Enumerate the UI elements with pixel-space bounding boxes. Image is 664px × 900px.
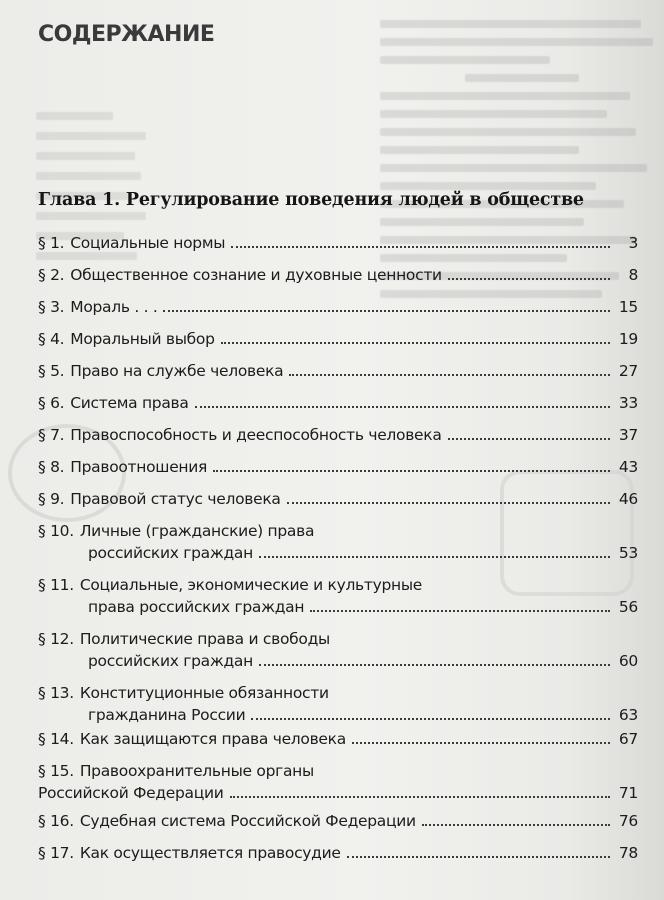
toc-entry-4[interactable] <box>38 328 638 350</box>
chapter-title: Глава 1. Регулирование поведения людей в обществе <box>38 190 584 210</box>
toc-title: Правовой статус человека <box>70 490 281 508</box>
toc-page: 60 <box>618 652 638 670</box>
toc-title: Политические права и свободы <box>79 630 330 648</box>
leader-dots <box>352 742 610 744</box>
toc-entry-13[interactable] <box>38 682 638 726</box>
leader-dots <box>230 796 610 798</box>
toc-entry-1[interactable] <box>38 232 638 254</box>
toc-number: § 16. <box>38 812 74 830</box>
toc-title-cont: российских граждан <box>88 544 253 562</box>
toc-title: Как осуществляется правосудие <box>79 844 341 862</box>
toc-title: Судебная система Российской Федерации <box>79 812 416 830</box>
toc-number: § 17. <box>38 844 74 862</box>
toc-entry-3[interactable] <box>38 296 638 318</box>
toc-number: § 15. <box>38 762 74 780</box>
toc-page: 19 <box>618 330 638 348</box>
toc-entry-6[interactable] <box>38 392 638 414</box>
toc-title: Система права <box>70 394 189 412</box>
toc-page: 37 <box>618 426 638 444</box>
leader-dots <box>251 718 610 720</box>
toc-title: Правоспособность и дееспособность человека <box>70 426 442 444</box>
toc-title-cont: Российской Федерации <box>38 784 224 802</box>
toc-page: 56 <box>618 598 638 616</box>
toc-page: 43 <box>618 458 638 476</box>
toc-title-cont: российских граждан <box>88 652 253 670</box>
toc-title-cont: права российских граждан <box>88 598 305 616</box>
toc-number: § 6. <box>38 394 65 412</box>
leader-dots <box>231 246 610 248</box>
bleed-through-text-left <box>36 100 146 320</box>
toc-number: § 8. <box>38 458 65 476</box>
toc-title: Социальные, экономические и культурные <box>79 576 423 594</box>
toc-entry-12[interactable] <box>38 628 638 672</box>
toc-title: Мораль . . . <box>70 298 158 316</box>
toc-page: 67 <box>618 730 638 748</box>
leader-dots <box>213 470 610 472</box>
leader-dots <box>347 856 610 858</box>
toc-entry-16[interactable] <box>38 810 638 832</box>
toc-title: Личные (гражданские) права <box>79 522 315 540</box>
toc-entry-10[interactable] <box>38 520 638 564</box>
toc-page: 63 <box>618 706 638 724</box>
toc-page: 27 <box>618 362 638 380</box>
toc-title: Конституционные обязанности <box>79 684 329 702</box>
toc-title: Моральный выбор <box>70 330 215 348</box>
toc-page: 8 <box>628 266 638 284</box>
toc-number: § 2. <box>38 266 65 284</box>
toc-page: 76 <box>618 812 638 830</box>
toc-entry-17[interactable] <box>38 842 638 864</box>
leader-dots <box>289 374 610 376</box>
toc-entry-15[interactable] <box>38 760 638 804</box>
leader-dots <box>259 556 610 558</box>
leader-dots <box>221 342 610 344</box>
toc-number: § 12. <box>38 630 74 648</box>
toc-entry-14[interactable] <box>38 728 638 750</box>
toc-page: 71 <box>618 784 638 802</box>
toc-entry-5[interactable] <box>38 360 638 382</box>
toc-title: Право на службе человека <box>70 362 284 380</box>
toc-number: § 10. <box>38 522 74 540</box>
toc-number: § 13. <box>38 684 74 702</box>
toc-entry-9[interactable] <box>38 488 638 510</box>
toc-title: Правоотношения <box>70 458 208 476</box>
leader-dots <box>448 278 610 280</box>
toc-page: 3 <box>628 234 638 252</box>
toc-page: 33 <box>618 394 638 412</box>
toc-entry-11[interactable] <box>38 574 638 618</box>
toc-entry-7[interactable] <box>38 424 638 446</box>
toc-number: § 5. <box>38 362 65 380</box>
toc-number: § 9. <box>38 490 65 508</box>
toc-number: § 11. <box>38 576 74 594</box>
toc-title: Общественное сознание и духовные ценности <box>70 266 442 284</box>
leader-dots <box>259 664 610 666</box>
toc-title: Правоохранительные органы <box>79 762 314 780</box>
toc-number: § 14. <box>38 730 74 748</box>
leader-dots <box>195 406 610 408</box>
leader-dots <box>163 310 610 312</box>
section-title: СОДЕРЖАНИЕ <box>38 22 215 47</box>
toc-number: § 7. <box>38 426 65 444</box>
toc-title: Социальные нормы <box>70 234 226 252</box>
toc-entry-8[interactable] <box>38 456 638 478</box>
toc-title: Как защищаются права человека <box>79 730 346 748</box>
toc-page: 46 <box>618 490 638 508</box>
toc-number: § 4. <box>38 330 65 348</box>
toc-title-cont: гражданина России <box>88 706 246 724</box>
toc-entry-2[interactable] <box>38 264 638 286</box>
toc-number: § 3. <box>38 298 65 316</box>
leader-dots <box>422 824 610 826</box>
leader-dots <box>310 610 610 612</box>
leader-dots <box>287 502 610 504</box>
toc-page: 53 <box>618 544 638 562</box>
leader-dots <box>448 438 610 440</box>
toc-page: 15 <box>618 298 638 316</box>
toc-number: § 1. <box>38 234 65 252</box>
toc-page: 78 <box>618 844 638 862</box>
